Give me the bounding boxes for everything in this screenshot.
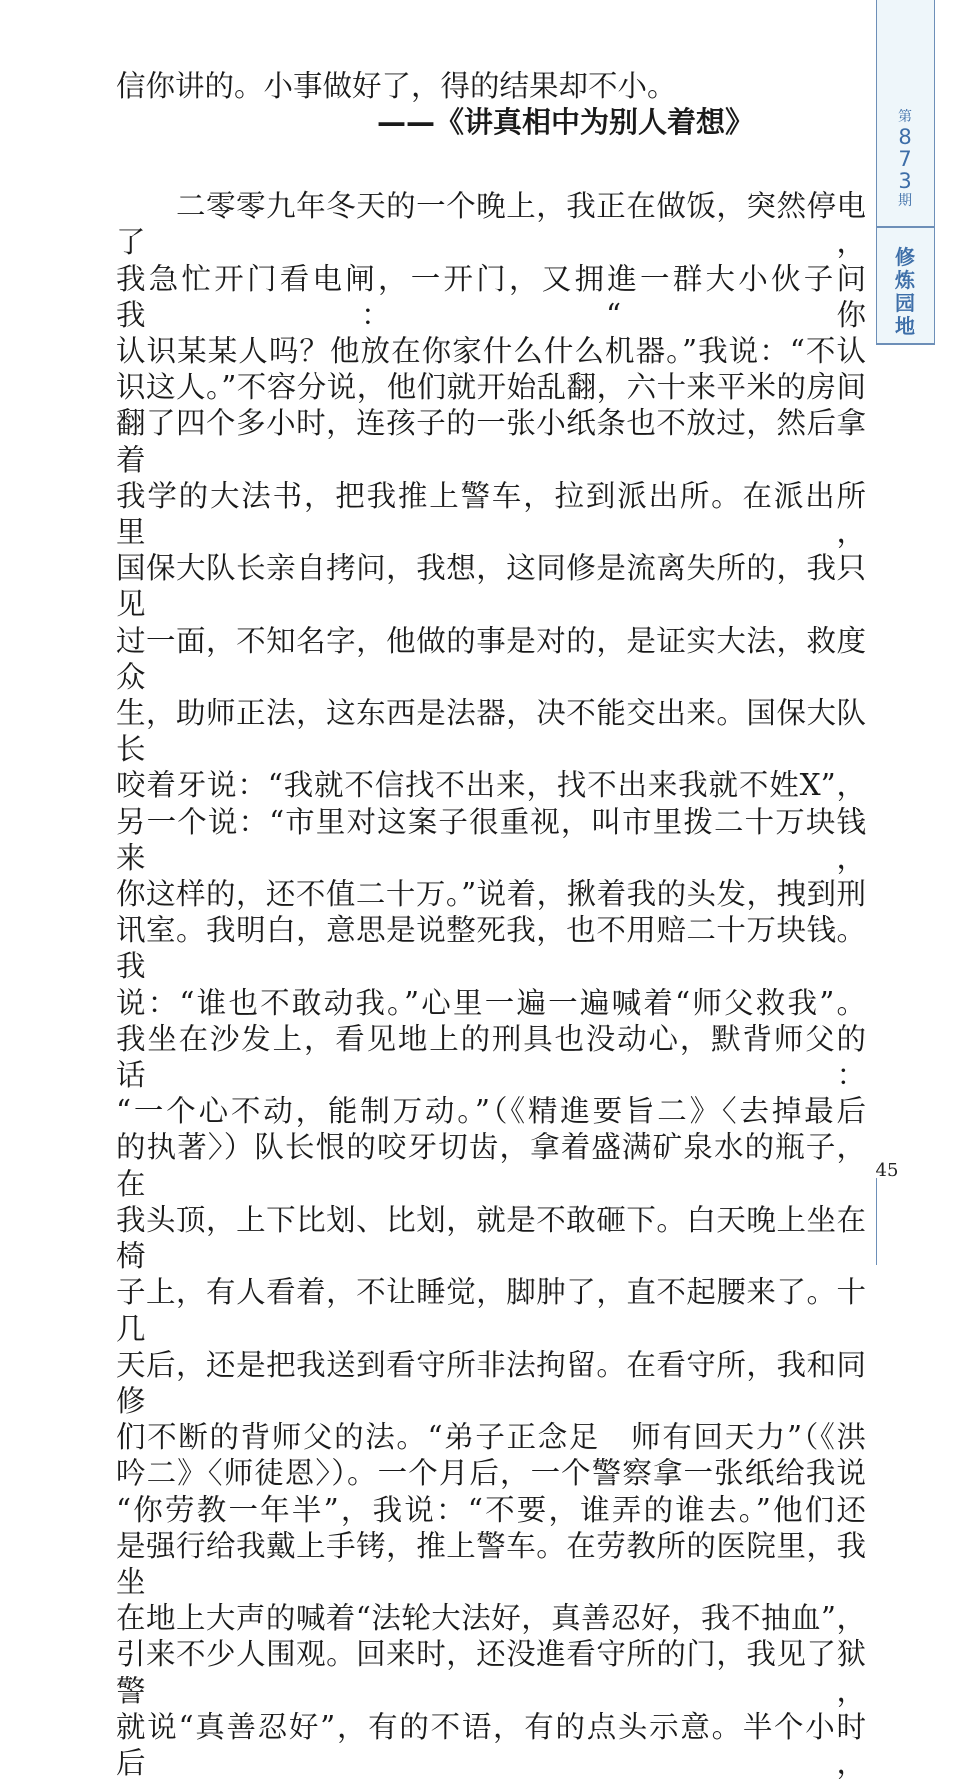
text-line: 过一面，不知名字，他做的事是对的，是证实大法，救度众 bbox=[116, 623, 866, 694]
divider bbox=[876, 226, 934, 228]
text-line: 国保大队长亲自拷问，我想，这同修是流离失所的，我只见 bbox=[116, 551, 866, 622]
text-line: 我头顶，上下比划、比划，就是不敢砸下。白天晚上坐在椅 bbox=[116, 1202, 866, 1274]
article-body bbox=[116, 68, 866, 1781]
text-line: 认识某某人吗？他放在你家什么什么机器。”我说：“不认 bbox=[116, 334, 866, 369]
issue-prefix: 第 bbox=[898, 109, 912, 125]
column-char: 炼 bbox=[895, 268, 915, 292]
text-line: 生，助师正法，这东西是法器，决不能交出来。国保大队长 bbox=[116, 696, 866, 767]
text-line: 咬着牙说：“我就不信找不出来，找不出来我就不姓X”， bbox=[116, 768, 866, 803]
issue-digit: 8 bbox=[898, 125, 912, 149]
page-number: 45 bbox=[875, 1160, 899, 1181]
issue-number bbox=[876, 108, 934, 210]
text-line: 你这样的，还不值二十万。”说着，揪着我的头发，拽到刑 bbox=[116, 877, 866, 912]
text-line: 另一个说：“市里对这案子很重视，叫市里拨二十万块钱来， bbox=[116, 804, 866, 875]
issue-suffix: 期 bbox=[898, 193, 912, 209]
text-line: 讯室。我明白，意思是说整死我，也不用赔二十万块钱。我 bbox=[116, 913, 866, 984]
margin-right-rule bbox=[934, 0, 935, 345]
text-line: 二零零九年冬天的一个晚上，我正在做饭，突然停电了， bbox=[116, 189, 866, 260]
text-line: 引来不少人围观。回来时，还没進看守所的门，我见了狱警， bbox=[116, 1637, 866, 1708]
text-line: 识这人。”不容分说，他们就开始乱翻，六十来平米的房间 bbox=[116, 370, 866, 405]
text-line: 就说“真善忍好”，有的不语，有的点头示意。半个小时后， bbox=[116, 1709, 866, 1780]
text-line: 翻了四个多小时，连孩子的一张小纸条也不放过，然后拿着 bbox=[116, 406, 866, 477]
first-line: 信你讲的。小事做好了，得的结果却不小。 bbox=[116, 69, 677, 103]
text-line: 说：“谁也不敢动我。”心里一遍一遍喊着“师父救我”。 bbox=[116, 985, 866, 1020]
text-line: 我学的大法书，把我推上警车，拉到派出所。在派出所里， bbox=[116, 478, 866, 550]
text-line: 们不断的背师父的法。“弟子正念足 师有回天力”（《洪 bbox=[116, 1420, 866, 1455]
text-line: 是强行给我戴上手铐，推上警车。在劳教所的医院里，我坐 bbox=[116, 1528, 866, 1599]
column-char: 地 bbox=[895, 314, 915, 338]
text-line: 子上，有人看着，不让睡觉，脚肿了，直不起腰来了。十几 bbox=[116, 1275, 866, 1346]
column-char: 园 bbox=[895, 291, 915, 315]
text-line: “一个心不动，能制万动。”（《精進要旨二》〈去掉最后 bbox=[116, 1094, 866, 1129]
text-line: 的执著〉）队长恨的咬牙切齿，拿着盛满矿泉水的瓶子，在 bbox=[116, 1130, 866, 1201]
text-line: 我急忙开门看电闸，一开门，又拥進一群大小伙子问我：“你 bbox=[116, 261, 866, 332]
divider bbox=[876, 343, 934, 345]
paragraph bbox=[116, 188, 866, 1781]
text-line: 吟二》〈师徒恩〉）。一个月后，一个警察拿一张纸给我说 bbox=[116, 1456, 866, 1491]
column-char: 修 bbox=[895, 245, 915, 269]
margin-bottom-rule bbox=[876, 1178, 877, 1265]
text-line: 在地上大声的喊着“法轮大法好，真善忍好，我不抽血”， bbox=[116, 1601, 866, 1636]
text-line: “你劳教一年半”，我说：“不要，谁弄的谁去。”他们还 bbox=[116, 1492, 866, 1527]
issue-digit: 7 bbox=[898, 147, 912, 171]
text-line: 天后，还是把我送到看守所非法拘留。在看守所，我和同修 bbox=[116, 1347, 866, 1418]
text-line: 我坐在沙发上，看见地上的刑具也没动心，默背师父的话： bbox=[116, 1021, 866, 1093]
source-title: ——《讲真相中为别人着想》 bbox=[376, 105, 754, 140]
column-name bbox=[876, 246, 934, 338]
issue-digit: 3 bbox=[898, 169, 912, 193]
